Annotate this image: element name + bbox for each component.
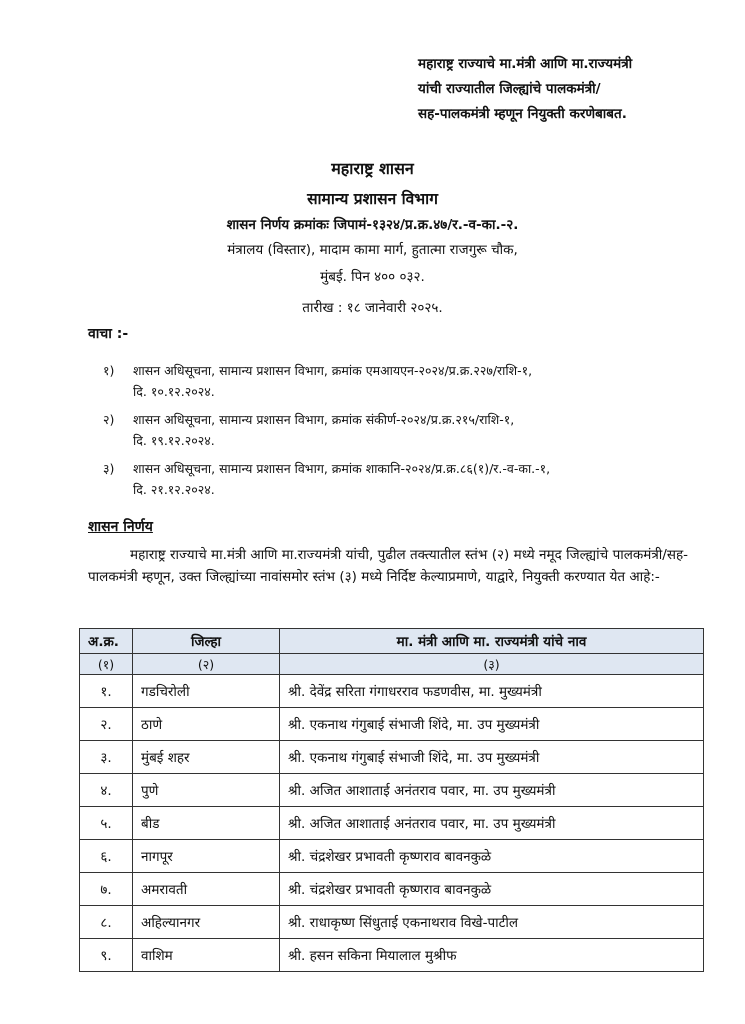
cell-serial: २. [80,708,133,741]
reference-date: दि. १०.१२.२०२४. [133,384,215,399]
cell-district: नागपूर [133,840,280,873]
cell-minister: श्री. अजित आशाताई अनंतराव पवार, मा. उप मुख्यमंत्री [280,807,704,840]
cell-serial: ३. [80,741,133,774]
table-row [80,708,704,741]
reference-item [103,360,683,402]
cell-serial: ४. [80,774,133,807]
table-row [80,840,704,873]
cell-serial: ८. [80,906,133,939]
cell-district: गडचिरोली [133,675,280,708]
table-row [80,873,704,906]
cell-minister: श्री. एकनाथ गंगुबाई संभाजी शिंदे, मा. उप मुख्यमंत्री [280,741,704,774]
subject-block [418,52,728,127]
reference-list [103,360,683,507]
address-line-1: मंत्रालय (विस्तार), मादाम कामा मार्ग, हुतात्मा राजगुरू चौक, [227,242,518,258]
reference-item [103,458,683,500]
cell-minister: श्री. चंद्रशेखर प्रभावती कृष्णराव बावनकुळे [280,873,704,906]
read-heading: वाचा :- [88,326,129,342]
cell-district: बीड [133,807,280,840]
order-paragraph-block [88,544,688,588]
table-row [80,807,704,840]
reference-text: शासन अधिसूचना, सामान्य प्रशासन विभाग, क्रमांक शाकानि-२०२४/प्र.क्र.८६(१)/र.-व-का.-१, [133,461,551,476]
table-row [80,906,704,939]
government-title: महाराष्ट्र शासन [331,159,414,178]
header-serial: अ.क्र. [80,629,133,654]
address-line-2: मुंबई. पिन ४०० ०३२. [320,269,425,285]
table-row [80,939,704,972]
order-heading: शासन निर्णय [88,519,153,535]
reference-number: ३) [103,461,115,476]
cell-minister: श्री. हसन सकिना मियालाल मुश्रीफ [280,939,704,972]
cell-serial: ७. [80,873,133,906]
table-row [80,741,704,774]
subject-line-3: सह-पालकमंत्री म्हणून नियुक्ती करणेबाबत. [418,106,627,122]
table-header-row [80,629,704,654]
cell-serial: १. [80,675,133,708]
cell-serial: ९. [80,939,133,972]
department-title: सामान्य प्रशासन विभाग [307,190,438,208]
cell-minister: श्री. अजित आशाताई अनंतराव पवार, मा. उप मुख्यमंत्री [280,774,704,807]
table-column-number-row [80,654,704,675]
reference-date: दि. २१.१२.२०२४. [133,482,215,497]
gr-number: शासन निर्णय क्रमांकः जिपामं-१३२४/प्र.क्र.४७/र.-व-का.-२. [226,217,519,233]
appointment-table [79,628,704,972]
cell-district: अमरावती [133,873,280,906]
reference-item [103,409,683,451]
subject-line-2: यांची राज्यातील जिल्ह्यांचे पालकमंत्री/ [418,81,601,97]
reference-text: शासन अधिसूचना, सामान्य प्रशासन विभाग, क्रमांक एमआयएन-२०२४/प्र.क्र.२२७/राशि-१, [133,363,533,378]
cell-district: वाशिम [133,939,280,972]
table-row [80,774,704,807]
cell-minister: श्री. राधाकृष्ण सिंधुताई एकनाथराव विखे-पाटील [280,906,704,939]
table-row [80,675,704,708]
header-minister: मा. मंत्री आणि मा. राज्यमंत्री यांचे नाव [280,629,704,654]
column-number: (२) [133,654,280,675]
cell-serial: ६. [80,840,133,873]
reference-text: शासन अधिसूचना, सामान्य प्रशासन विभाग, क्रमांक संकीर्ण-२०२४/प्र.क्र.२१५/राशि-१, [133,412,515,427]
cell-district: पुणे [133,774,280,807]
cell-minister: श्री. एकनाथ गंगुबाई संभाजी शिंदे, मा. उप मुख्यमंत्री [280,708,704,741]
cell-district: मुंबई शहर [133,741,280,774]
reference-date: दि. १९.१२.२०२४. [133,433,215,448]
order-paragraph: महाराष्ट्र राज्याचे मा.मंत्री आणि मा.राज्यमंत्री यांची, पुढील तक्त्यातील स्तंभ (२) मध्ये नमूद जिल्ह्यांचे पालकमंत्री/सह-पालकमंत्री म्हणून, उक्त जिल्ह्यांच्या नावांसमोर स्तंभ (३) मध्ये निर्दिष्ट केल्याप्रमाणे, याद्वारे, नियुक्ती करण्यात येत आहे:- [88,547,688,585]
column-number: (१) [80,654,133,675]
cell-district: ठाणे [133,708,280,741]
reference-number: २) [103,412,115,427]
header-district: जिल्हा [133,629,280,654]
column-number: (३) [280,654,704,675]
subject-line-1: महाराष्ट्र राज्याचे मा.मंत्री आणि मा.राज्यमंत्री [418,56,633,72]
cell-district: अहिल्यानगर [133,906,280,939]
cell-serial: ५. [80,807,133,840]
document-date: तारीख : १८ जानेवारी २०२५. [302,300,443,316]
cell-minister: श्री. चंद्रशेखर प्रभावती कृष्णराव बावनकुळे [280,840,704,873]
reference-number: १) [103,363,115,378]
cell-minister: श्री. देवेंद्र सरिता गंगाधरराव फडणवीस, मा. मुख्यमंत्री [280,675,704,708]
